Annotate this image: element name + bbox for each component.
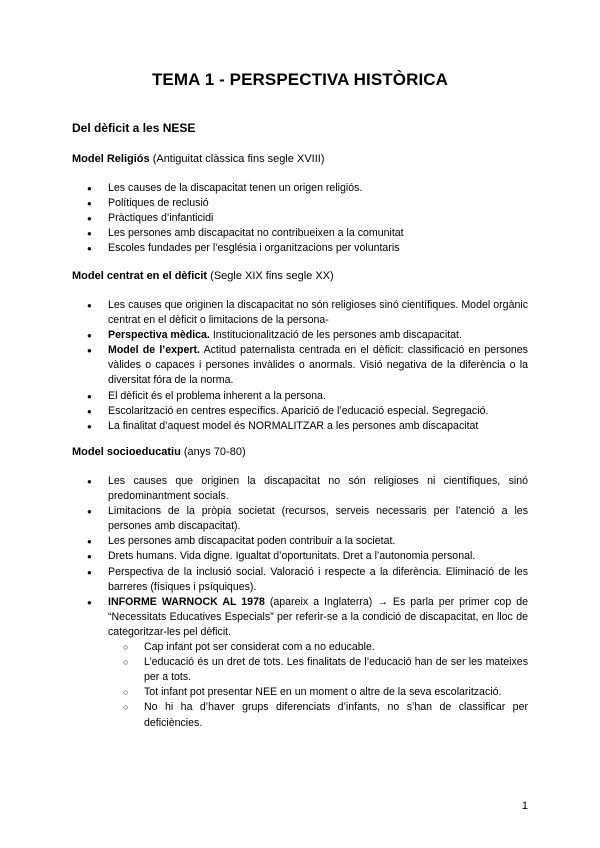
section-period: (anys 70-80) bbox=[183, 446, 246, 458]
section-heading-socioeducational bbox=[72, 446, 246, 458]
sub-list-item: ○ Tot infant pot presentar NEE en un moment o altre de la seva escolarització. bbox=[108, 685, 528, 700]
list-item: ● Limitacions de la pròpia societat (recursos, serveis necessaris per l’atenció a les persones amb discapacitat). bbox=[72, 504, 528, 534]
section-heading-religious bbox=[72, 153, 324, 165]
page-title: TEMA 1 - PERSPECTIVA HISTÒRICA bbox=[151, 70, 449, 89]
section-period: (Antiguitat clàssica fins segle XVIII) bbox=[152, 153, 325, 165]
sub-list-item: ○ L’educació és un dret de tots. Les finalitats de l’educació han de ser les mateixes per a tots. bbox=[108, 655, 528, 685]
section-heading-deficit bbox=[72, 270, 334, 282]
list-item: ● Model de l’expert. Actitud paternalista centrada en el dèficit: classificació en persones vàlides o capaces i persones invàlides o anormals. Visió negativa de la diferència o la diversitat fóra de la norma. bbox=[72, 343, 528, 388]
list-item: ● Escolarització en centres específics. Aparició de l’educació especial. Segregació. bbox=[72, 404, 528, 419]
list-item: ● Perspectiva mèdica. Institucionalització de les persones amb discapacitat. bbox=[72, 328, 528, 343]
sub-list-item: ○ No hi ha d’haver grups diferenciats d’infants, no s’han de classificar per deficiències. bbox=[108, 700, 528, 730]
bullet-list-religious bbox=[72, 181, 528, 256]
list-item: ● Les persones amb discapacitat no contribueixen a la comunitat bbox=[72, 226, 528, 241]
bullet-list-socioeducational bbox=[72, 474, 528, 731]
page-subtitle: Del dèficit a les NESE bbox=[72, 121, 196, 135]
section-title: Model socioeducatiu bbox=[72, 446, 181, 458]
list-item: ● INFORME WARNOCK AL 1978 (apareix a Inglaterra) → Es parla per primer cop de “Necessitats Educatives Especials” per referir-se a la condició de discapacitat, en lloc de categoritzar-les pel dèficit. ○ Cap infant pot ser considerat com a no educable. ○ L’educació és un dret de tots. Les finalitats de l’educació han de ser les mateixes per a tots. ○ Tot infant pot presentar NEE en un moment o altre de la seva escolarització. ○ No hi ha d’haver grups diferenciats d’infants, no s’han de classificar per deficiències. bbox=[72, 595, 528, 731]
list-item: ● Les causes que originen la discapacitat no són religioses ni científiques, sinó predominantment socials. bbox=[72, 474, 528, 504]
list-item: ● El dèficit és el problema inherent a la persona. bbox=[72, 389, 528, 404]
sub-list-item: ○ Cap infant pot ser considerat com a no educable. bbox=[108, 640, 528, 655]
list-item: ● Les persones amb discapacitat poden contribuir a la societat. bbox=[72, 534, 528, 549]
list-item: ● Perspectiva de la inclusió social. Valoració i respecte a la diferència. Eliminació de les barreres (físiques i psíquiques). bbox=[72, 565, 528, 595]
list-item: ● La finalitat d’aquest model és NORMALITZAR a les persones amb discapacitat bbox=[72, 419, 528, 434]
list-item: ● Polítiques de reclusió bbox=[72, 196, 528, 211]
list-item: ● Les causes de la discapacitat tenen un origen religiós. bbox=[72, 181, 528, 196]
sub-bullet-list-warnock bbox=[108, 640, 528, 731]
list-item: ● Escoles fundades per l’església i organitzacions per voluntaris bbox=[72, 241, 528, 256]
list-item: ● Pràctiques d’infanticidi bbox=[72, 211, 528, 226]
list-item: ● Les causes que originen la discapacitat no són religioses sinó científiques. Model orgànic centrat en el dèficit o limitacions de la persona- bbox=[72, 298, 528, 328]
page-number: 1 bbox=[521, 800, 528, 812]
section-title: Model Religiós bbox=[72, 153, 150, 165]
section-title: Model centrat en el dèficit bbox=[72, 270, 208, 282]
section-period: (Segle XIX fins segle XX) bbox=[210, 270, 334, 282]
list-item: ● Drets humans. Vida digne. Igualtat d’oportunitats. Dret a l’autonomia personal. bbox=[72, 549, 528, 564]
bullet-list-deficit bbox=[72, 298, 528, 434]
